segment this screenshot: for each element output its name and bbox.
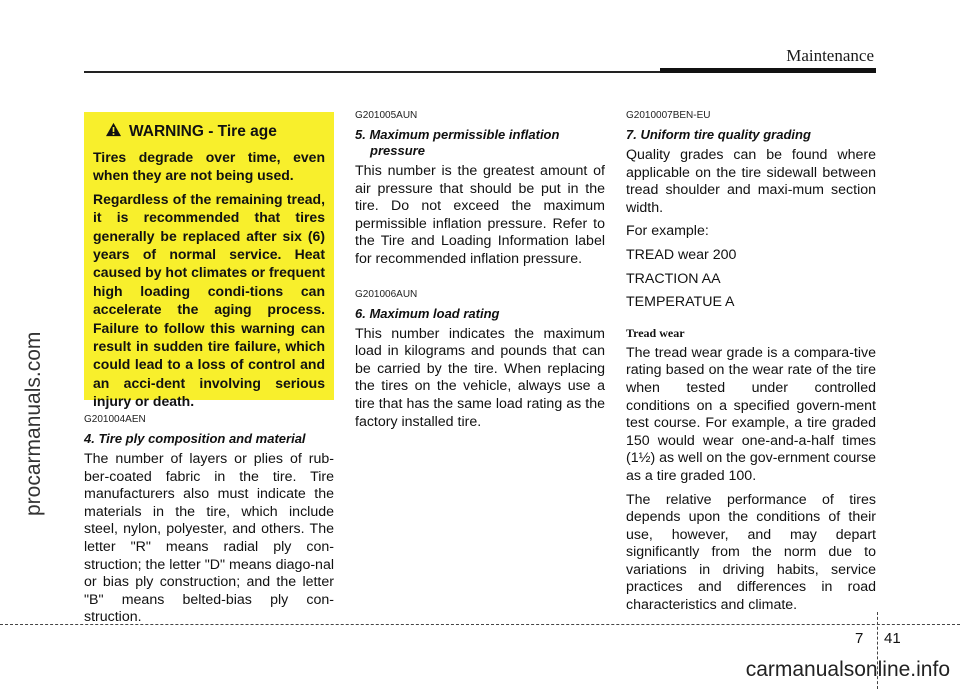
chapter-number: 7	[855, 630, 864, 647]
section-heading: 4. Tire ply composition and material	[84, 431, 306, 446]
subheading-tread-wear: Tread wear	[626, 325, 685, 340]
side-watermark: procarmanuals.com	[22, 331, 45, 516]
header-rule-accent	[660, 68, 876, 73]
section-code: G201005AUN	[355, 110, 418, 121]
section-code: G201006AUN	[355, 288, 418, 300]
warning-title-text: WARNING - Tire age	[129, 123, 277, 140]
section-body: The tread wear grade is a compara-tive rating based on the wear rate of the tire when tested under controlled conditions on a specified govern-ment test course. For example, a tire graded 150 would wear one-and-a-half times (1½) as well on the gov-ernment course as a tire graded 100.	[626, 344, 876, 484]
header-rule	[84, 71, 660, 73]
section-heading: 6. Maximum load rating	[355, 305, 500, 321]
example-line: TREAD wear 200	[626, 246, 737, 263]
footer-rule	[0, 624, 960, 625]
column-right	[626, 110, 876, 621]
section-body: The relative performance of tires depends upon the conditions of their use, however, and may depart significantly from the norm due to variations in driving habits, service practices and differences in road characteristics and climate.	[626, 491, 876, 614]
page-header-title: Maintenance	[786, 46, 874, 65]
section-body: Quality grades can be found where applicable on the tire sidewall between tread shoulder and maxi-mum section width.	[626, 147, 876, 216]
warning-box	[84, 112, 334, 410]
section-heading: 5. Maximum permissible inflation pressure	[355, 127, 560, 158]
bottom-watermark: carmanualsonline.info	[745, 658, 950, 681]
section-body: This number is the greatest amount of air pressure that should be put in the tire. Do not exceed the maximum permissible inflation pressure. Refer to the Tire and Loading Information label for recommended inflation pressure.	[355, 163, 605, 267]
section-code: G201004AEN	[84, 414, 146, 425]
warning-title	[105, 122, 325, 142]
section-body: The number of layers or plies of rub-ber-coated fabric in the tire. Tire manufacturers also must indicate the materials in the tire, which include steel, nylon, polyester, and others. The letter "R" means radial ply con-struction; the letter "D" means diago-nal or bias ply construction; and the letter "B" means belted-bias ply con-struction.	[84, 451, 334, 626]
warning-paragraph: Regardless of the remaining tread, it is recommended that tires generally be replaced after six (6) years of normal service. Heat caused by hot climates or frequent high loading condi-tions can accelerate the aging process. Failure to follow this warning can result in sudden tire failure, which could lead to a loss of control and an acci-dent involving serious injury or death.	[93, 190, 325, 410]
section-body: This number indicates the maximum load in kilograms and pounds that can be carried by the tire. When replacing the tires on the vehicle, always use a tire that has the same load rating as the factory installed tire.	[355, 325, 605, 430]
example-intro: For example:	[626, 223, 709, 240]
warning-paragraph: Tires degrade over time, even when they are not being used.	[93, 149, 325, 184]
column-left	[84, 112, 334, 633]
warning-triangle-icon	[105, 122, 122, 142]
section-code: G2010007BEN-EU	[626, 110, 711, 121]
page-number: 41	[884, 630, 901, 647]
example-line: TEMPERATUE A	[626, 294, 735, 311]
section-heading: 7. Uniform tire quality grading	[626, 127, 811, 142]
column-middle	[355, 110, 605, 437]
example-line: TRACTION AA	[626, 270, 721, 287]
